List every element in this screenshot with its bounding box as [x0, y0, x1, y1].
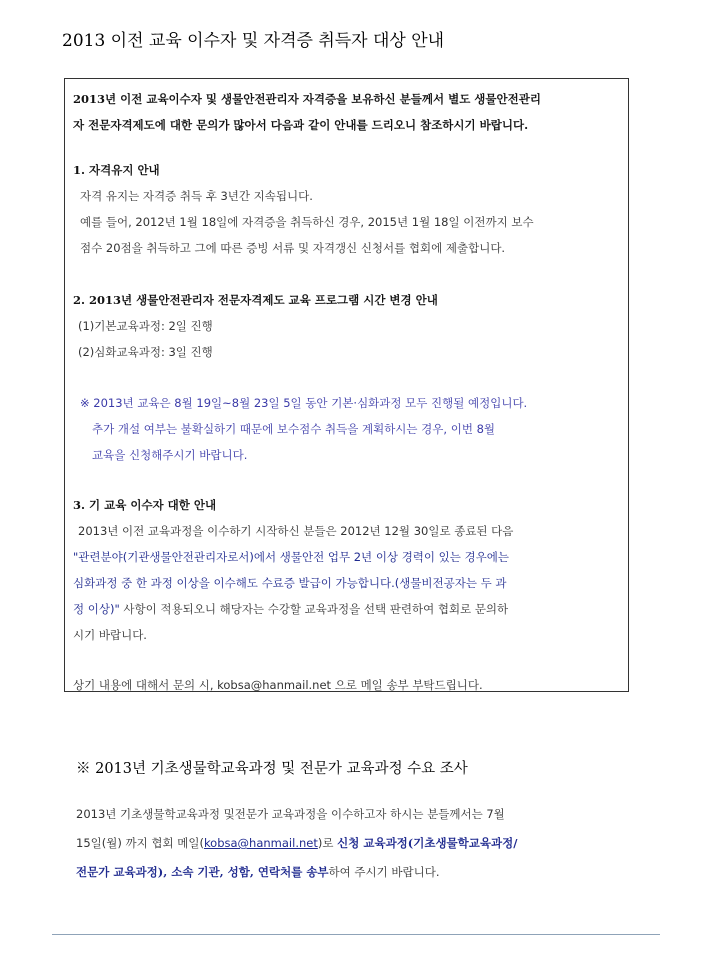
survey-line-2-start: 15일(월) 까지 협회 메일( [76, 836, 204, 850]
section-3-line-1: 2013년 이전 교육과정을 이수하기 시작하신 분들은 2012년 12월 30일로 종료된 다음 [78, 524, 514, 538]
section-2-title: 2. 2013년 생물안전관리자 전문자격제도 교육 프로그램 시간 변경 안내 [73, 293, 438, 307]
section-1-line-3: 점수 20점을 취득하고 그에 따른 증빙 서류 및 자격갱신 신청서를 협회에 제출합니다. [80, 241, 506, 255]
page-title: 2013 이전 교육 이수자 및 자격증 취득자 대상 안내 [62, 31, 445, 51]
section-2-note-2: 추가 개설 여부는 불확실하기 때문에 보수점수 취득을 계획하시는 경우, 이번 8월 [92, 422, 496, 436]
section-3-line-2: "관련분야(기관생물안전관리자로서)에서 생물안전 업무 2년 이상 경력이 있는 경우에는 [73, 550, 509, 564]
section-3-line-3: 심화과정 중 한 과정 이상을 이수해도 수료증 발급이 가능합니다.(생물비전공자는 두 과 [73, 576, 507, 590]
bottom-divider [52, 934, 660, 935]
section-2-note-3: 교육을 신청해주시기 바랍니다. [92, 448, 248, 462]
section-1-line-2: 예를 들어, 2012년 1월 18일에 자격증을 취득하신 경우, 2015년 1월 18일 이전까지 보수 [80, 215, 534, 229]
survey-title: ※ 2013년 기초생물학교육과정 및 전문가 교육과정 수요 조사 [76, 761, 468, 777]
section-2-line-2: (2)심화교육과정: 3일 진행 [78, 345, 213, 359]
section-2-line-1: (1)기본교육과정: 2일 진행 [78, 319, 213, 333]
survey-line-3-highlight: 전문가 교육과정), 소속 기관, 성함, 연락처를 송부 [76, 865, 329, 879]
intro-line-2: 자 전문자격제도에 대한 문의가 많아서 다음과 같이 안내를 드리오니 참조하시기 바랍니다. [73, 118, 529, 132]
survey-line-2 [76, 836, 517, 850]
survey-line-3-rest: 하여 주시기 바랍니다. [328, 865, 440, 879]
contact-line: 상기 내용에 대해서 문의 시, kobsa@hanmail.net 으로 메일 송부 부탁드립니다. [73, 678, 483, 692]
section-3-line-4 [73, 602, 508, 616]
survey-line-2-highlight: 신청 교육과정(기초생물학교육과정/ [337, 836, 518, 850]
survey-line-2-mid: )로 [317, 836, 338, 850]
intro-line-1: 2013년 이전 교육이수자 및 생물안전관리자 자격증을 보유하신 분들께서 별도 생물안전관리 [73, 92, 541, 106]
section-2-note-1: ※ 2013년 교육은 8월 19일~8월 23일 5일 동안 기본·심화과정 모두 진행될 예정입니다. [80, 396, 528, 410]
section-1-title: 1. 자격유지 안내 [73, 163, 160, 177]
section-3-line-5: 시기 바랍니다. [73, 628, 147, 642]
section-1-line-1: 자격 유지는 자격증 취득 후 3년간 지속됩니다. [80, 189, 313, 203]
email-link[interactable]: kobsa@hanmail.net [203, 836, 318, 850]
section-3-title: 3. 기 교육 이수자 대한 안내 [73, 498, 217, 512]
section-3-line-4-highlight: 정 이상)" [73, 602, 120, 616]
section-3-line-4-rest: 사항이 적용되오니 해당자는 수강할 교육과정을 선택 판련하여 협회로 문의하 [119, 602, 509, 616]
survey-line-3 [76, 865, 440, 879]
survey-line-1: 2013년 기초생물학교육과정 및전문가 교육과정을 이수하고자 하시는 분들께서는 7월 [76, 807, 505, 821]
